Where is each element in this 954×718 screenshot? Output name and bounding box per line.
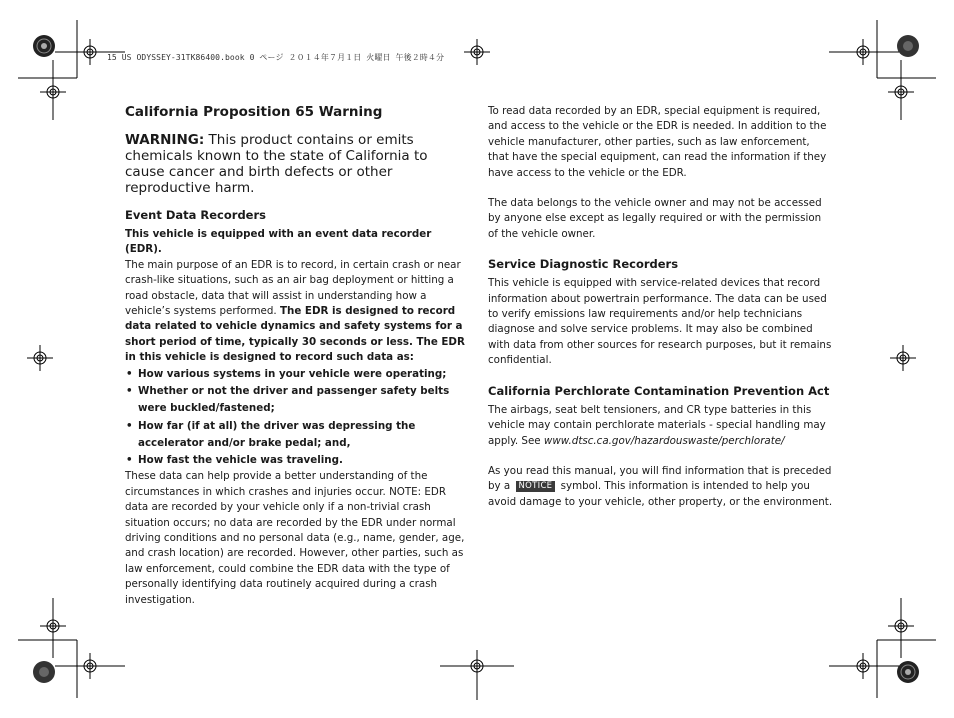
edr-closing: These data can help provide a better understanding of the circumstances in which crashes and injuries occur. NOTE: EDR data are recorded by your vehicle only if a non-trivial crash situation occurs; no data are recorded by the EDR under normal driving conditions and no personal data (e.g., name, gender, age, and crash location) are recorded. However, other parties, such as law enforcement, could combine the EDR data with the type of personally identifying data routinely acquired during a crash investigation.	[125, 470, 465, 606]
sdr-paragraph: This vehicle is equipped with service-related devices that record information about powertrain performance. The data can be used to verify emissions law requirements and/or help technicians diagnose and solve service problems. It may also be combined with data from other sources for research purposes, but it remains confidential.	[488, 277, 832, 367]
list-item: • Whether or not the driver and passenger safety belts were buckled/fastened;	[125, 383, 470, 418]
perchlorate-url[interactable]: www.dtsc.ca.gov/hazardouswaste/perchlorate/	[543, 434, 785, 447]
list-item: • How various systems in your vehicle were operating;	[125, 366, 470, 383]
notice-paragraph	[488, 464, 833, 510]
list-item: • How far (if at all) the driver was depressing the accelerator and/or brake pedal; and,	[125, 418, 470, 453]
prop65-title: California Proposition 65 Warning	[125, 104, 383, 120]
edr-lead: This vehicle is equipped with an event data recorder (EDR).	[125, 228, 432, 256]
edr-owner-paragraph: The data belongs to the vehicle owner and may not be accessed by anyone else except as legally required or with the permission of the vehicle owner.	[488, 197, 822, 240]
edr-read-paragraph: To read data recorded by an EDR, special equipment is required, and access to the vehicle or the EDR is needed. In addition to the vehicle manufacturer, other parties, such as law enforcement, that have the special equipment, can read the information if they have access to the vehicle or the EDR.	[488, 105, 827, 179]
left-column	[125, 104, 470, 608]
print-slug-line: 15 US ODYSSEY-31TK86400.book 0 ページ ２０１４年７月１日 火曜日 午後２時４分	[107, 53, 445, 62]
notice-symbol: NOTICE	[516, 481, 556, 492]
warning-text: This product contains or emits chemicals known to the state of California to cause cancer and birth defects or other reproductive harm.	[125, 132, 428, 196]
edr-purpose-text: The main purpose of an EDR is to record, in certain crash or near crash-like situations, such as an air bag deployment or hitting a road obstacle, data that will assist in understanding how a vehicle’s systems performed.	[125, 258, 461, 318]
list-item: • How fast the vehicle was traveling.	[125, 452, 470, 469]
prop65-warning	[125, 132, 470, 196]
edr-heading: Event Data Recorders	[125, 208, 266, 222]
right-column	[488, 104, 833, 510]
sdr-heading: Service Diagnostic Recorders	[488, 257, 679, 272]
perchlorate-paragraph	[488, 403, 833, 449]
registration-mark	[464, 39, 490, 65]
registration-mark	[27, 345, 53, 371]
perchlorate-heading: California Perchlorate Contamination Prevention Act	[488, 383, 830, 398]
edr-data-list	[125, 366, 470, 470]
notice-text-post: symbol. This information is intended to help you avoid damage to your vehicle, other property, or the environment.	[488, 480, 833, 508]
edr-purpose	[125, 258, 470, 366]
edr-purpose-bold: The EDR is designed to record data related to vehicle dynamics and safety systems for a short period of time, typically 30 seconds or less. The EDR in this vehicle is designed to record such data as:	[125, 305, 465, 364]
color-target-bottom-left	[33, 661, 55, 683]
color-target-top-left	[33, 35, 55, 57]
perchlorate-text: The airbags, seat belt tensioners, and CR type batteries in this vehicle may contain perchlorate materials - special handling may apply. See	[488, 403, 826, 447]
color-target-bottom-right	[897, 661, 919, 683]
registration-mark	[890, 345, 916, 371]
warning-label: WARNING:	[125, 132, 205, 148]
notice-text-pre: As you read this manual, you will find information that is preceded by a	[488, 464, 832, 493]
color-target-top-right	[897, 35, 919, 57]
